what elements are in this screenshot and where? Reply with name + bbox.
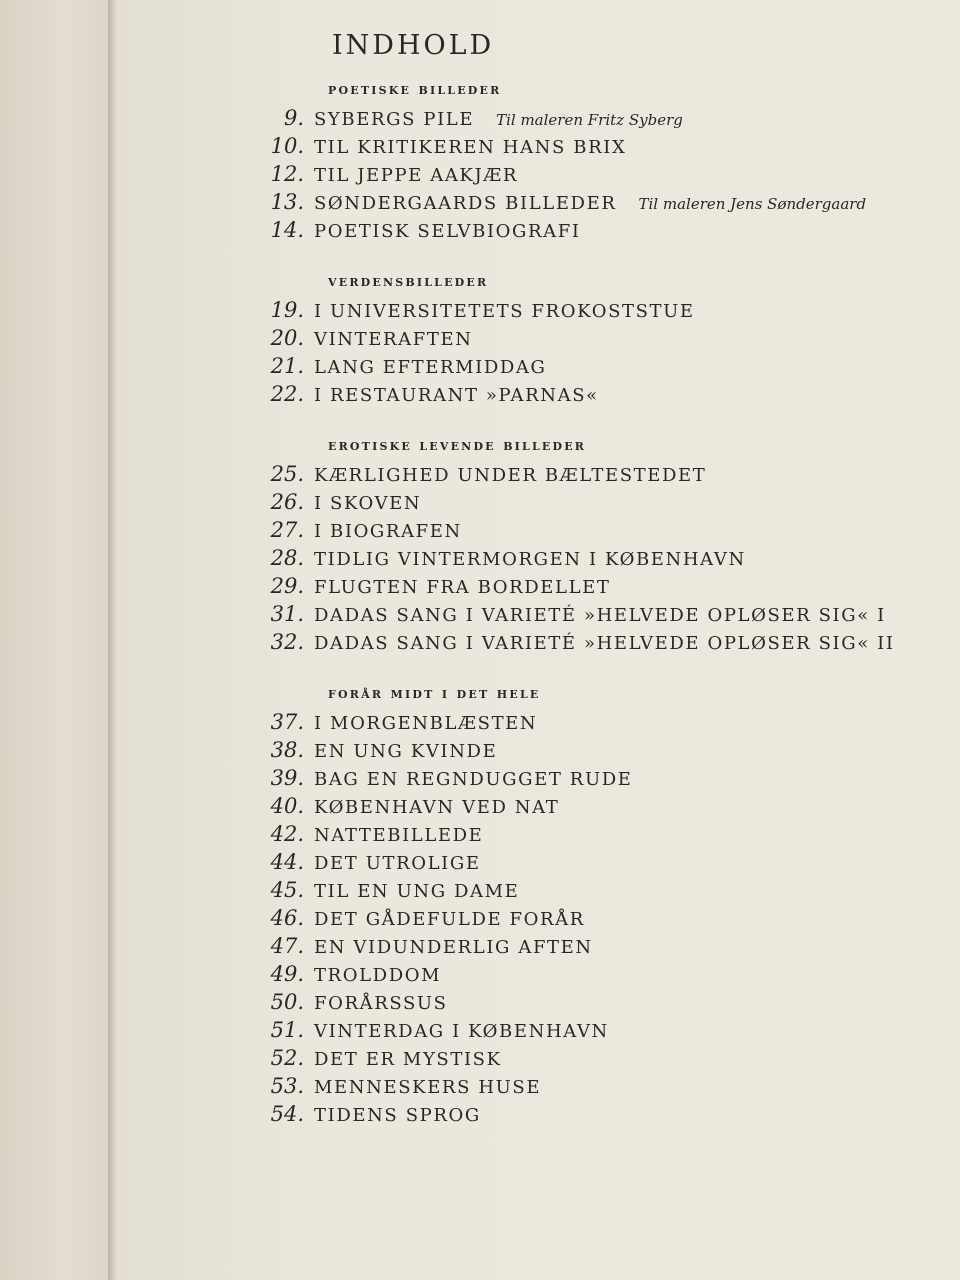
toc-entry bbox=[262, 354, 922, 382]
page-number: 47. bbox=[270, 934, 304, 958]
page-number: 19. bbox=[270, 298, 304, 322]
poem-title: I SKOVEN bbox=[314, 493, 422, 514]
page-number: 52. bbox=[270, 1046, 304, 1070]
page-number: 21. bbox=[270, 354, 304, 378]
poem-title: I MORGENBLÆSTEN bbox=[314, 713, 538, 734]
section-title: forår midt i det hele bbox=[328, 684, 541, 702]
poem-title: KÆRLIGHED UNDER BÆLTESTEDET bbox=[314, 465, 707, 486]
page-number: 50. bbox=[270, 990, 304, 1014]
poem-title: I BIOGRAFEN bbox=[314, 521, 462, 542]
section-title: erotiske levende billeder bbox=[328, 436, 587, 454]
toc-entry bbox=[262, 766, 922, 794]
page-number: 28. bbox=[270, 546, 304, 570]
table-of-contents bbox=[262, 30, 922, 1130]
page-number: 53. bbox=[270, 1074, 304, 1098]
page-number: 49. bbox=[270, 962, 304, 986]
poem-title: VINTERAFTEN bbox=[314, 329, 473, 350]
poem-title: SØNDERGAARDS BILLEDER bbox=[314, 193, 617, 214]
section-title: poetiske billeder bbox=[328, 80, 502, 98]
toc-entry bbox=[262, 962, 922, 990]
toc-entry bbox=[262, 162, 922, 190]
toc-entry bbox=[262, 710, 922, 738]
page-number: 12. bbox=[270, 162, 304, 186]
poem-title: BAG EN REGNDUGGET RUDE bbox=[314, 769, 633, 790]
page-number: 29. bbox=[270, 574, 304, 598]
page-number: 44. bbox=[270, 850, 304, 874]
page-number: 27. bbox=[270, 518, 304, 542]
toc-entry bbox=[262, 1046, 922, 1074]
poem-title: DADAS SANG I VARIETÉ »HELVEDE OPLØSER SIG« II bbox=[314, 633, 895, 654]
poem-title: VINTERDAG I KØBENHAVN bbox=[314, 1021, 609, 1042]
page-number: 38. bbox=[270, 738, 304, 762]
poem-title: POETISK SELVBIOGRAFI bbox=[314, 221, 581, 242]
facing-page bbox=[0, 0, 112, 1280]
poem-title: EN UNG KVINDE bbox=[314, 741, 498, 762]
poem-title: DET UTROLIGE bbox=[314, 853, 481, 874]
page-number: 39. bbox=[270, 766, 304, 790]
page-number: 32. bbox=[270, 630, 304, 654]
page-number: 37. bbox=[270, 710, 304, 734]
toc-section bbox=[262, 434, 922, 658]
poem-title: TIDENS SPROG bbox=[314, 1105, 481, 1126]
poem-title: TIL EN UNG DAME bbox=[314, 881, 520, 902]
poem-title: FORÅRSSUS bbox=[314, 993, 448, 1014]
page-number: 51. bbox=[270, 1018, 304, 1042]
page-number: 26. bbox=[270, 490, 304, 514]
toc-entry bbox=[262, 990, 922, 1018]
toc-entry bbox=[262, 106, 922, 134]
poem-title: TIL JEPPE AAKJÆR bbox=[314, 165, 519, 186]
toc-entry bbox=[262, 738, 922, 766]
page-number: 10. bbox=[270, 134, 304, 158]
toc-entry bbox=[262, 490, 922, 518]
poem-title: I UNIVERSITETETS FROKOSTSTUE bbox=[314, 301, 695, 322]
poem-title: KØBENHAVN VED NAT bbox=[314, 797, 560, 818]
toc-entry bbox=[262, 630, 922, 658]
page-number: 25. bbox=[270, 462, 304, 486]
toc-entry bbox=[262, 1018, 922, 1046]
page-number: 14. bbox=[270, 218, 304, 242]
toc-entry bbox=[262, 934, 922, 962]
toc-entry bbox=[262, 850, 922, 878]
toc-heading: INDHOLD bbox=[332, 30, 495, 61]
toc-section bbox=[262, 682, 922, 1130]
toc-entry bbox=[262, 822, 922, 850]
page-number: 20. bbox=[270, 326, 304, 350]
poem-title: MENNESKERS HUSE bbox=[314, 1077, 542, 1098]
toc-entry bbox=[262, 190, 922, 218]
dedication: Til maleren Fritz Syberg bbox=[496, 111, 683, 129]
book-gutter bbox=[108, 0, 118, 1280]
toc-entry bbox=[262, 298, 922, 326]
toc-entry bbox=[262, 906, 922, 934]
poem-title: DET ER MYSTISK bbox=[314, 1049, 502, 1070]
toc-entry bbox=[262, 1074, 922, 1102]
page-number: 45. bbox=[270, 878, 304, 902]
section-title: verdensbilleder bbox=[328, 272, 489, 290]
poem-title: SYBERGS PILE bbox=[314, 109, 475, 130]
dedication: Til maleren Jens Søndergaard bbox=[638, 195, 867, 213]
toc-section bbox=[262, 78, 922, 246]
poem-title: I RESTAURANT »PARNAS« bbox=[314, 385, 599, 406]
toc-entry bbox=[262, 1102, 922, 1130]
poem-title: EN VIDUNDERLIG AFTEN bbox=[314, 937, 593, 958]
poem-title: LANG EFTERMIDDAG bbox=[314, 357, 547, 378]
page-number: 54. bbox=[270, 1102, 304, 1126]
poem-title: TIL KRITIKEREN HANS BRIX bbox=[314, 137, 627, 158]
page-number: 13. bbox=[270, 190, 304, 214]
poem-title: DET GÅDEFULDE FORÅR bbox=[314, 909, 585, 930]
poem-title: TROLDDOM bbox=[314, 965, 442, 986]
page-number: 31. bbox=[270, 602, 304, 626]
toc-entry bbox=[262, 602, 922, 630]
toc-entry bbox=[262, 218, 922, 246]
toc-entry bbox=[262, 518, 922, 546]
toc-entry bbox=[262, 134, 922, 162]
poem-title: NATTEBILLEDE bbox=[314, 825, 484, 846]
page-number: 22. bbox=[270, 382, 304, 406]
toc-entry bbox=[262, 326, 922, 354]
toc-entry bbox=[262, 574, 922, 602]
toc-entry bbox=[262, 462, 922, 490]
page-number: 46. bbox=[270, 906, 304, 930]
toc-sections bbox=[262, 78, 922, 1130]
poem-title: TIDLIG VINTERMORGEN I KØBENHAVN bbox=[314, 549, 746, 570]
toc-entry bbox=[262, 878, 922, 906]
page-number: 42. bbox=[270, 822, 304, 846]
poem-title: FLUGTEN FRA BORDELLET bbox=[314, 577, 611, 598]
page-number: 9. bbox=[283, 106, 304, 130]
toc-entry bbox=[262, 546, 922, 574]
poem-title: DADAS SANG I VARIETÉ »HELVEDE OPLØSER SIG« I bbox=[314, 605, 886, 626]
page-number: 40. bbox=[270, 794, 304, 818]
toc-entry bbox=[262, 382, 922, 410]
toc-section bbox=[262, 270, 922, 410]
toc-entry bbox=[262, 794, 922, 822]
